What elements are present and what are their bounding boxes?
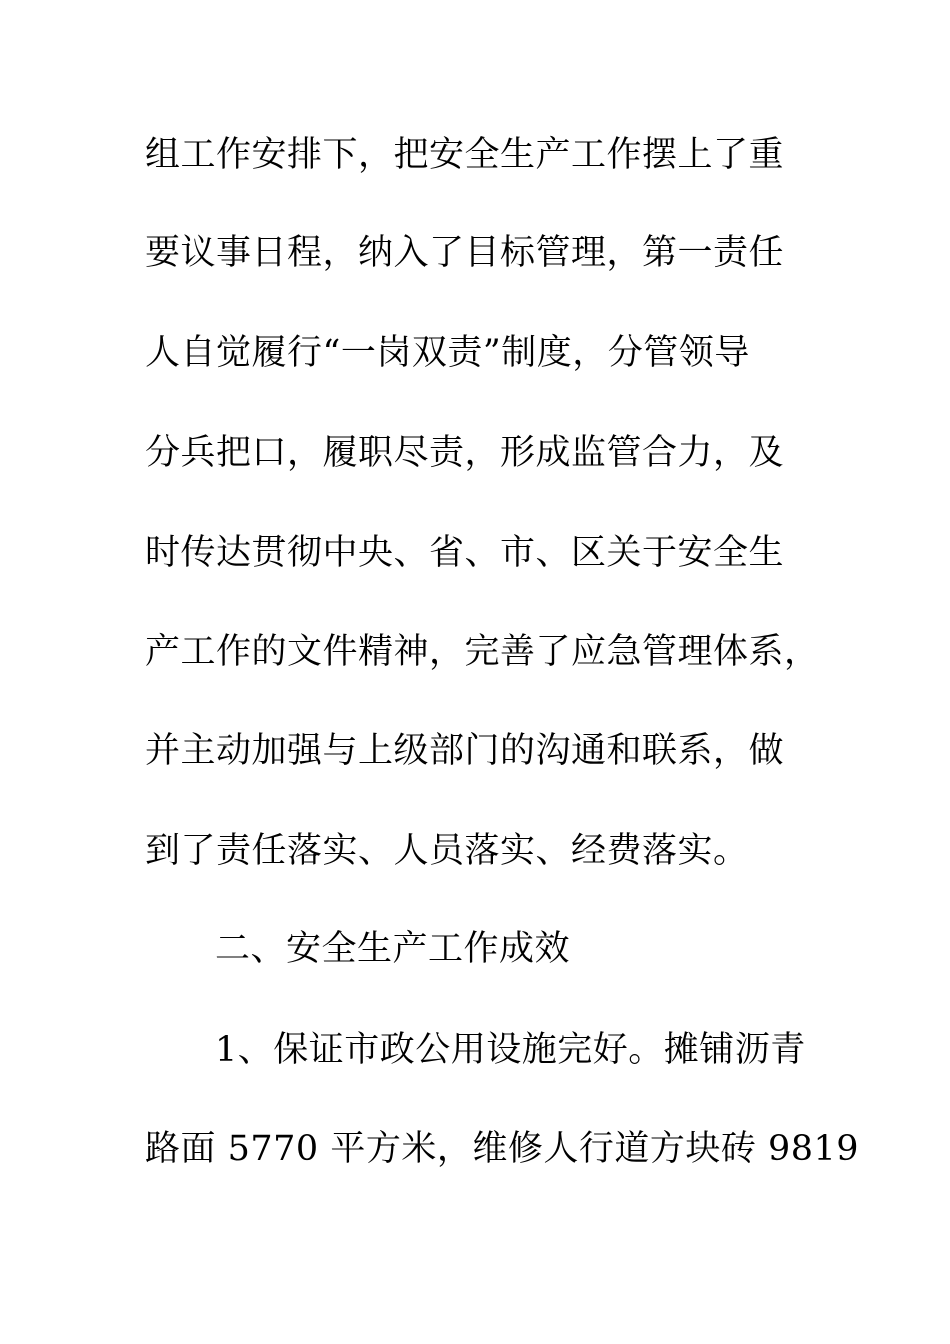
body-text-line: 到了责任落实、人员落实、经费落实。 — [145, 831, 749, 871]
list-item-1-line-1: 1、保证市政公用设施完好。摊铺沥青 — [215, 1030, 806, 1070]
body-text-line: 产工作的文件精神，完善了应急管理体系， — [145, 632, 820, 672]
body-text-line: 时传达贯彻中央、省、市、区关于安全生 — [145, 533, 785, 573]
body-text-line: 分兵把口，履职尽责，形成监管合力，及 — [145, 433, 785, 473]
list-item-1-line-2: 路面 5770 平方米，维修人行道方块砖 9819 — [145, 1129, 860, 1169]
section-heading: 二、安全生产工作成效 — [215, 929, 571, 969]
body-text-line: 人自觉履行“一岗双责”制度，分管领导 — [145, 333, 750, 373]
body-text-line: 并主动加强与上级部门的沟通和联系，做 — [145, 731, 785, 771]
body-text-line: 要议事日程，纳入了目标管理，第一责任 — [145, 233, 785, 273]
body-text-line: 组工作安排下，把安全生产工作摆上了重 — [145, 135, 785, 175]
